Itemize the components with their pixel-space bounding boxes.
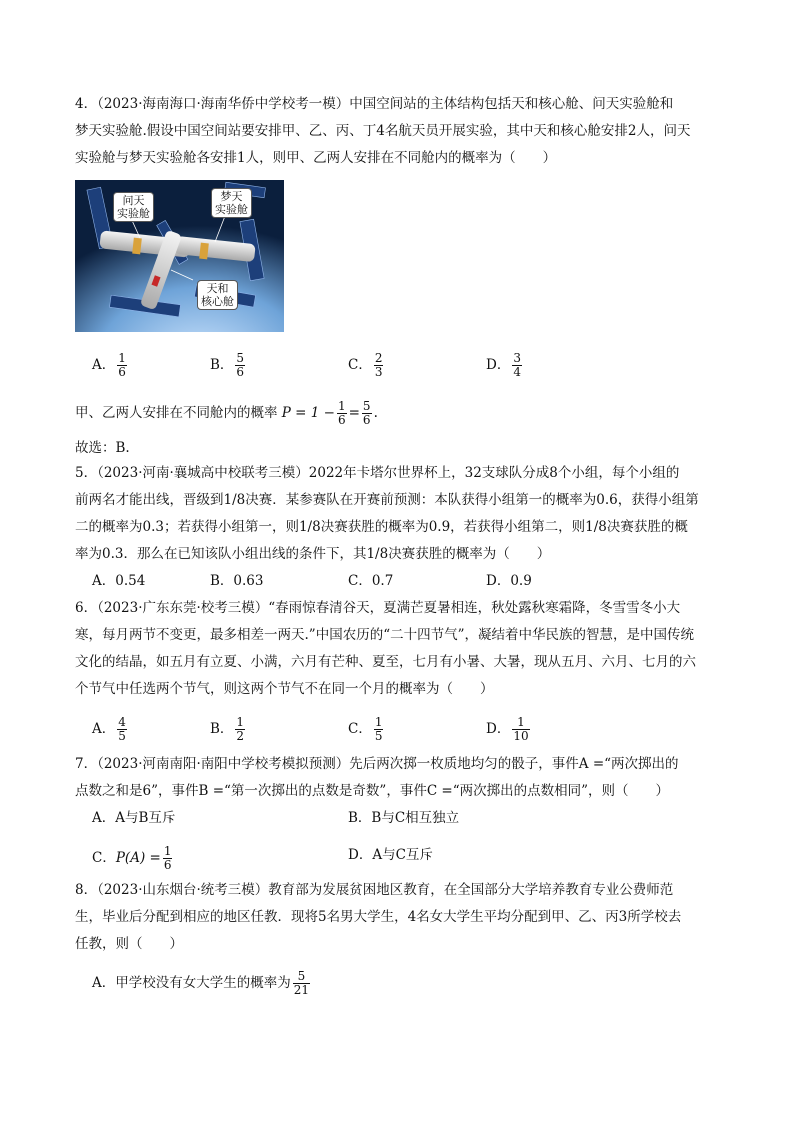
- wentian-label: 问天 实验舱: [113, 192, 154, 222]
- q4-line1: 4．（2023·海南海口·海南华侨中学校考一模）中国空间站的主体结构包括天和核心舱、问天实验舱和: [75, 96, 674, 112]
- q4-answer-prefix: 甲、乙两人安排在不同舱内的概率: [75, 405, 278, 421]
- q8-option-a: [92, 970, 312, 997]
- q5-option-d: D．0.9: [486, 573, 532, 589]
- q7-option-b: B．B与C相互独立: [348, 810, 460, 826]
- q4-line2: 梦天实验舱.假设中国空间站要安排甲、乙、丙、丁4名航天员开展实验，其中天和核心舱安排2人，问天: [75, 123, 691, 139]
- q5-line3: 二的概率为0.3；若获得小组第一，则1/8决赛获胜的概率为0.9，若获得小组第二，则1/8决赛获胜的概: [75, 519, 688, 535]
- q4-option-d-frac: [512, 352, 522, 379]
- space-station-figure: [75, 180, 284, 332]
- mengtian-label: 梦天 实验舱: [211, 188, 252, 218]
- tianhe-label: 天和 核心舱: [197, 280, 238, 310]
- q7-option-c-expr: P(A) =: [115, 850, 161, 866]
- q4-option-d: [486, 352, 524, 379]
- q4-option-c: [348, 352, 385, 379]
- q7-option-a: A．A与B互斥: [92, 810, 176, 826]
- q6-option-a: [92, 716, 129, 743]
- q8-option-a-text: A．甲学校没有女大学生的概率为: [92, 975, 291, 991]
- q4-option-a-frac: [117, 352, 127, 379]
- q4-choice: 故选：B.: [75, 440, 130, 456]
- q7-line1: 7．（2023·河南南阳·南阳中学校考模拟预测）先后两次掷一枚质地均匀的骰子，事件A =“两次掷出的: [75, 756, 679, 772]
- q4-option-b: [210, 352, 247, 379]
- q6-option-d-den: 10: [513, 729, 529, 743]
- q6-line3: 文化的结晶，如五月有立夏、小满，六月有芒种、夏至，七月有小暑、大暑，现从五月、六月、七月的六: [75, 654, 696, 670]
- q6-option-c-letter: C．: [348, 721, 372, 737]
- q4-option-c-den: 3: [374, 365, 383, 379]
- q6-option-a-den: 5: [118, 729, 126, 743]
- q4-answer: [75, 400, 378, 427]
- q4-answer-frac2-den: 6: [362, 413, 371, 427]
- q4-option-b-den: 6: [236, 365, 245, 379]
- q4-option-a-letter: A．: [92, 357, 116, 373]
- q6-option-c-den: 5: [374, 729, 383, 743]
- q6-option-b-frac: [235, 716, 245, 743]
- q4-option-d-den: 4: [513, 365, 521, 379]
- q4-option-a-num: 1: [118, 351, 126, 365]
- q6-option-b: [210, 716, 247, 743]
- q6-option-d-num: 1: [517, 715, 525, 729]
- q4-answer-expr: P = 1 −: [281, 405, 335, 421]
- q8-option-a-den: 21: [293, 983, 310, 997]
- q6-option-c-num: 1: [374, 715, 383, 729]
- q6-option-b-num: 1: [236, 715, 245, 729]
- q7-option-d: D．A与C互斥: [348, 847, 433, 863]
- q4-option-c-letter: C．: [348, 357, 372, 373]
- q7-option-c-num: 1: [163, 844, 172, 858]
- q5-option-a: A．0.54: [92, 573, 146, 589]
- q8-option-a-frac: [293, 970, 310, 997]
- q8-line1: 8．（2023·山东烟台·统考三模）教育部为发展贫困地区教育，在全国部分大学培养教育专业公费师范: [75, 882, 674, 898]
- q6-line2: 寒，每月两节不变更，最多相差一两天.”中国农历的“二十四节气”，凝结着中华民族的智慧，是中国传统: [75, 627, 694, 643]
- q6-option-b-letter: B．: [210, 721, 234, 737]
- q4-answer-eq: =: [348, 405, 360, 421]
- q6-line4: 个节气中任选两个节气，则这两个节气不在同一个月的概率为（ ）: [75, 681, 494, 697]
- q6-option-b-den: 2: [236, 729, 245, 743]
- q5-line4: 率为0.3．那么在已知该队小组出线的条件下，其1/8决赛获胜的概率为（ ）: [75, 546, 551, 562]
- q6-option-d-letter: D．: [486, 721, 511, 737]
- q4-answer-frac2-num: 5: [362, 399, 371, 413]
- q5-line2: 前两名才能出线，晋级到1/8决赛．某参赛队在开赛前预测：本队获得小组第一的概率为0.6，获得小组第: [75, 492, 699, 508]
- q5-option-b: B．0.63: [210, 573, 264, 589]
- q4-answer-frac1-num: 1: [337, 399, 346, 413]
- space-station-illustration: [75, 180, 284, 332]
- q4-option-c-frac: [374, 352, 384, 379]
- q4-option-c-num: 2: [374, 351, 383, 365]
- q4-answer-frac1-den: 6: [337, 413, 346, 427]
- q8-line3: 任教，则（ ）: [75, 936, 183, 952]
- q4-option-a-den: 6: [118, 365, 126, 379]
- q5-line1: 5．（2023·河南·襄城高中校联考三模）2022年卡塔尔世界杯上，32支球队分成8个小组，每个小组的: [75, 465, 680, 481]
- q7-option-c-den: 6: [163, 858, 172, 872]
- q4-option-a: [92, 352, 129, 379]
- q7-line2: 点数之和是6”，事件B =“第一次掷出的点数是奇数”，事件C =“两次掷出的点数相同”，则（ ）: [75, 783, 670, 799]
- q5-option-c: C．0.7: [348, 573, 394, 589]
- q6-option-c-frac: [374, 716, 384, 743]
- q4-option-b-frac: [235, 352, 245, 379]
- q6-option-d-frac: [512, 716, 529, 743]
- q4-answer-end: .: [373, 405, 378, 421]
- q6-line1: 6．（2023·广东东莞·校考三模）“春雨惊春清谷天，夏满芒夏暑相连，秋处露秋寒霜降，冬雪雪冬小大: [75, 600, 681, 616]
- q8-option-a-num: 5: [297, 969, 306, 983]
- q6-option-d: [486, 716, 532, 743]
- q8-line2: 生，毕业后分配到相应的地区任教．现将5名男大学生，4名女大学生平均分配到甲、乙、丙3所学校去: [75, 909, 682, 925]
- q4-option-d-num: 3: [513, 351, 521, 365]
- q4-option-b-num: 5: [236, 351, 245, 365]
- q7-option-c-letter: C．: [92, 850, 116, 866]
- q7-option-c: [92, 845, 174, 872]
- q4-option-b-letter: B．: [210, 357, 234, 373]
- q6-option-c: [348, 716, 385, 743]
- q6-option-a-num: 4: [118, 715, 126, 729]
- q4-answer-frac1: [337, 400, 347, 427]
- q4-answer-frac2: [362, 400, 372, 427]
- q4-line3: 实验舱与梦天实验舱各安排1人，则甲、乙两人安排在不同舱内的概率为（ ）: [75, 150, 557, 166]
- q7-option-c-frac: [163, 845, 173, 872]
- q6-option-a-frac: [117, 716, 127, 743]
- q4-option-d-letter: D．: [486, 357, 511, 373]
- q6-option-a-letter: A．: [92, 721, 116, 737]
